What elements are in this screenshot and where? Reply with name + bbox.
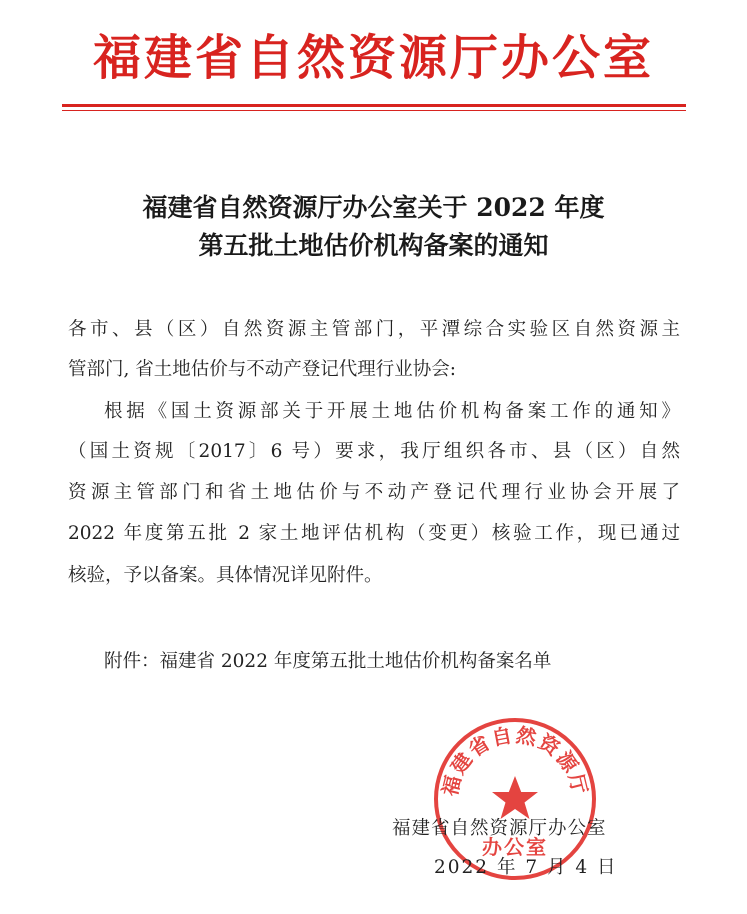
paragraph-line-1: 根据《国土资源部关于开展土地估价机构备案工作的通知》 [104, 401, 680, 422]
signature-org: 福建省自然资源厅办公室 [392, 818, 607, 839]
addressee-line-1: 各市、县（区）自然资源主管部门，平潭综合实验区自然资源主 [68, 319, 680, 340]
paragraph-line-4: 2022 年度第五批 2 家土地评估机构（变更）核验工作，现已通过 [68, 523, 680, 544]
attachment-line: 附件：福建省 2022 年度第五批土地估价机构备案名单 [104, 651, 552, 672]
paragraph-line-5: 核验，予以备案。具体情况详见附件。 [68, 565, 383, 586]
addressee-line-2: 管部门, 省土地估价与不动产登记代理行业协会: [68, 359, 456, 380]
document-title-line-1: 福建省自然资源厅办公室关于 2022 年度 [142, 193, 605, 222]
letterhead-rule-thick [62, 104, 686, 107]
letterhead-title: 福建省自然资源厅办公室 [92, 30, 654, 86]
letterhead-rule-thin [62, 110, 686, 111]
signature-date: 2022 年 7 月 4 日 [434, 857, 618, 878]
seal-bottom-text: 办公室 [482, 835, 548, 859]
document-title-line-2: 第五批土地估价机构备案的通知 [198, 231, 549, 260]
paragraph-line-3: 资源主管部门和省土地估价与不动产登记代理行业协会开展了 [68, 482, 680, 503]
seal-arc-text: 福建省自然资源厅 [437, 722, 593, 799]
star-icon [492, 776, 538, 819]
paragraph-line-2: （国土资规〔2017〕6 号）要求，我厅组织各市、县（区）自然 [68, 441, 680, 462]
